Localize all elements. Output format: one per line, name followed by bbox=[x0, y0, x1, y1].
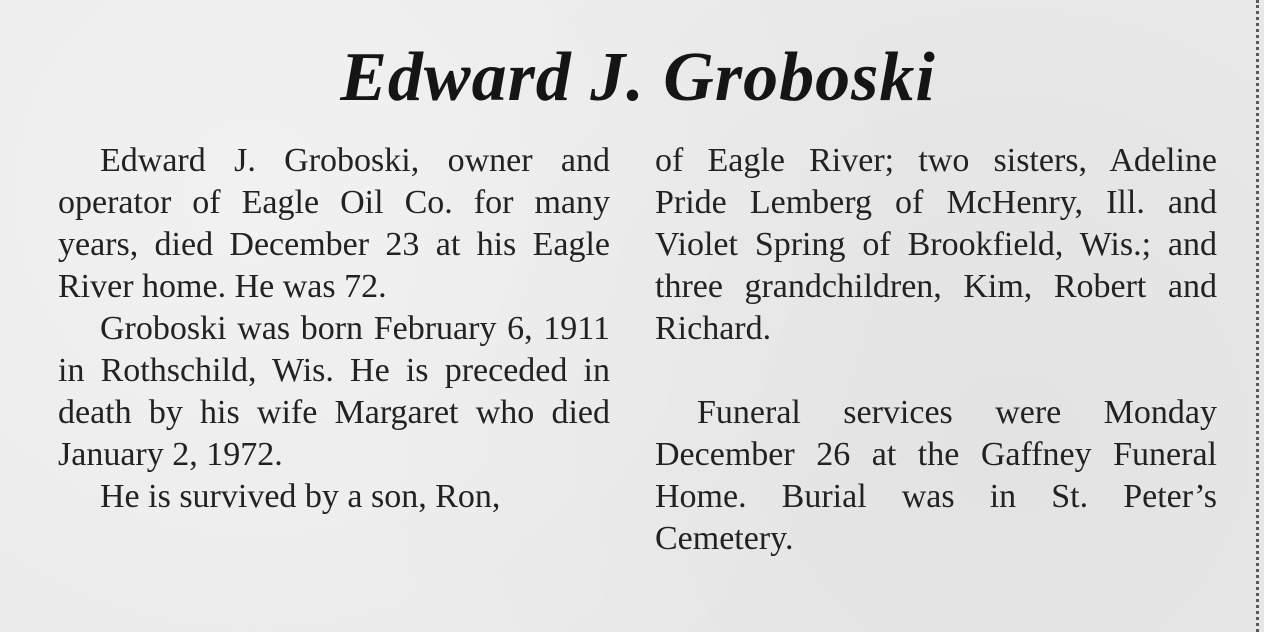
clipping-torn-edge bbox=[1256, 0, 1264, 632]
right-column bbox=[655, 140, 1217, 560]
paragraph-funeral-services: Funeral services were Monday December 26 at the Gaffney Funeral Home. Burial was in St. Peter’s Cemetery. bbox=[655, 394, 1217, 557]
left-column bbox=[58, 140, 610, 518]
paragraph-survivors-continued: of Eagle River; two sisters, Adeline Pride Lemberg of McHenry, Ill. and Violet Spring of Brookfield, Wis.; and three grandchildren, Kim, Robert and Richard. bbox=[655, 142, 1217, 347]
paragraph-survivors-start: He is survived by a son, Ron, bbox=[100, 478, 501, 515]
paragraph-birth-details: Groboski was born February 6, 1911 in Rothschild, Wis. He is preceded in death by his wife Margaret who died January 2, 1972. bbox=[58, 310, 610, 473]
paragraph-death-notice: Edward J. Groboski, owner and operator of Eagle Oil Co. for many years, died December 23 at his Eagle River home. He was 72. bbox=[58, 142, 610, 305]
obituary-headline: Edward J. Groboski bbox=[340, 39, 936, 116]
